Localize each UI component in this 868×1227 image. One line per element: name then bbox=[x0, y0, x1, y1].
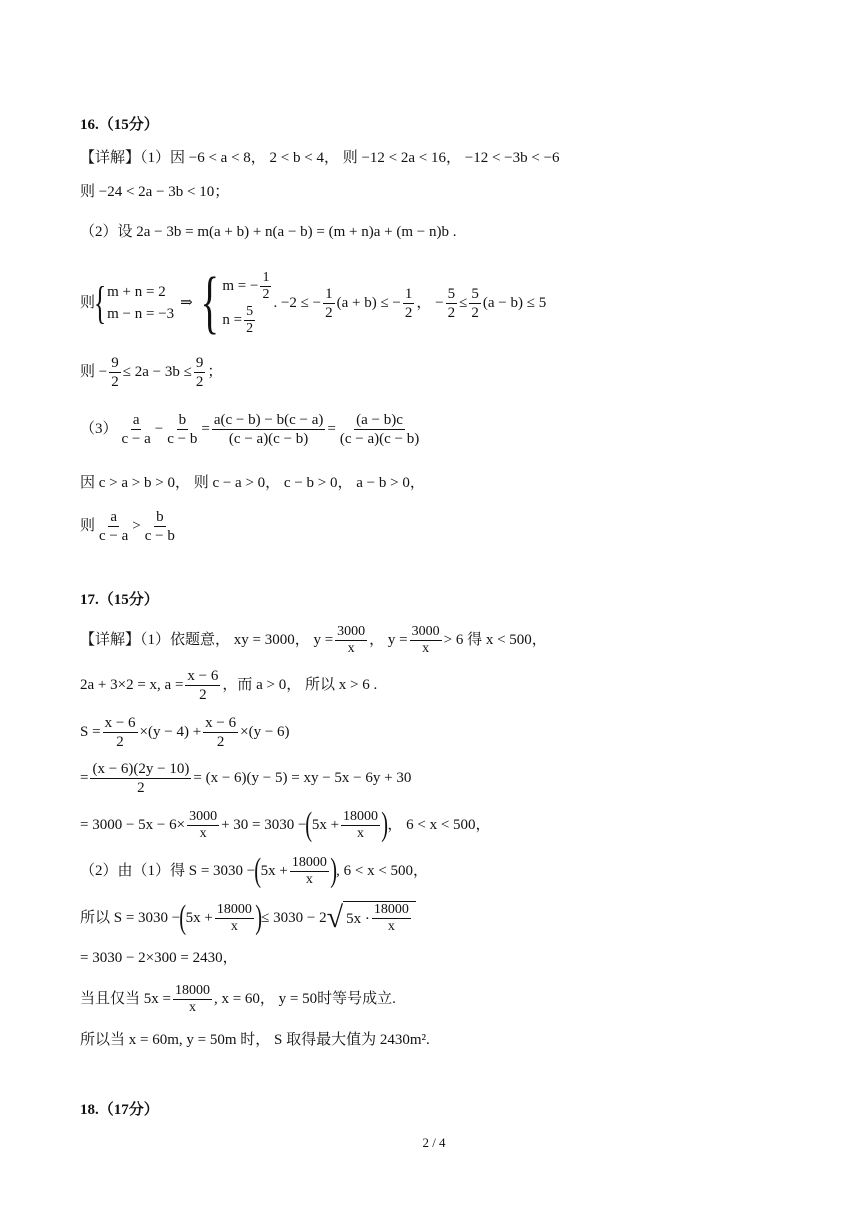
numerator: 9 bbox=[111, 354, 119, 371]
left-paren-icon: ( bbox=[179, 899, 187, 936]
text: (a + b) ≤ − bbox=[336, 295, 401, 311]
text: + 30 = 3030 − bbox=[221, 817, 307, 833]
numerator: 1 bbox=[404, 285, 413, 302]
numerator: (a − b)c bbox=[356, 411, 403, 428]
numerator: 18000 bbox=[174, 982, 210, 998]
text: 2a + 3×2 = x, a = bbox=[80, 677, 184, 693]
numerator: 5 bbox=[471, 285, 479, 302]
fraction bbox=[97, 508, 130, 545]
denominator: x bbox=[199, 825, 207, 841]
fraction bbox=[335, 624, 367, 657]
fraction bbox=[109, 354, 121, 391]
denominator: 2 bbox=[116, 733, 124, 750]
numerator: 18000 bbox=[343, 808, 379, 824]
denominator: 2 bbox=[471, 304, 479, 321]
q17-heading: 17.（15分） bbox=[80, 592, 159, 608]
text: 5x + bbox=[311, 817, 340, 833]
left-brace-icon: { bbox=[200, 264, 219, 341]
denominator: 2 bbox=[246, 321, 254, 337]
equation bbox=[222, 303, 273, 337]
denominator: (c − a)(c − b) bbox=[339, 430, 420, 447]
fraction bbox=[372, 902, 411, 935]
fraction bbox=[469, 285, 481, 322]
equation bbox=[222, 269, 273, 303]
text: 【详解】（1）依题意， xy = 3000， y = bbox=[80, 632, 334, 648]
q17-line7 bbox=[80, 897, 416, 939]
fraction bbox=[165, 411, 199, 448]
text: = bbox=[327, 421, 336, 437]
q17-line10: 所以当 x = 60m, y = 50m 时， S 取得最大值为 2430m². bbox=[80, 1032, 430, 1048]
text: n = bbox=[222, 312, 243, 328]
text: 当且仅当 5x = bbox=[80, 991, 171, 1007]
text: ， y = bbox=[369, 632, 408, 648]
q17-line6 bbox=[80, 850, 428, 892]
fraction bbox=[103, 714, 138, 751]
numerator: 3000 bbox=[337, 623, 366, 639]
equation: m − n = −3 bbox=[107, 306, 175, 322]
denominator: (c − a)(c − b) bbox=[228, 430, 309, 447]
left-brace-icon: { bbox=[93, 277, 107, 328]
text: − bbox=[154, 421, 164, 437]
q16-line5 bbox=[80, 352, 222, 392]
fraction bbox=[194, 354, 206, 391]
q17-line4 bbox=[80, 758, 411, 798]
denominator: x bbox=[188, 999, 196, 1015]
right-paren-icon: ) bbox=[255, 899, 262, 936]
text: 5x + bbox=[185, 910, 213, 926]
text: (a − b) ≤ 5 bbox=[482, 295, 547, 311]
text: , 6 < x < 500， bbox=[336, 863, 429, 879]
fraction bbox=[410, 624, 442, 657]
q16-line8 bbox=[80, 505, 179, 547]
system-2 bbox=[222, 269, 273, 337]
text: ≤ 2a − 3b ≤ bbox=[122, 364, 192, 380]
q16-line2: 则 −24 < 2a − 3b < 10； bbox=[80, 184, 230, 200]
denominator: x bbox=[357, 825, 365, 841]
square-root-icon: √ 5x · $\frac{18000}{x}$ bbox=[327, 901, 416, 935]
q16-line4 bbox=[80, 264, 547, 341]
fraction bbox=[90, 760, 191, 797]
text: 5x · bbox=[346, 910, 370, 927]
q16-line6 bbox=[80, 408, 423, 450]
text: = bbox=[80, 770, 89, 786]
q16-heading: 16.（15分） bbox=[80, 117, 159, 133]
fraction bbox=[120, 411, 153, 448]
q16-line7: 因 c > a > b > 0， 则 c − a > 0， c − b > 0， a − b > 0， bbox=[80, 475, 425, 491]
numerator: x − 6 bbox=[205, 714, 237, 731]
text: ，而 a > 0， 所以 x > 6 . bbox=[222, 677, 378, 693]
text: = bbox=[201, 421, 210, 437]
text: （3） bbox=[80, 421, 118, 437]
equation: m + n = 2 bbox=[107, 284, 166, 300]
fraction bbox=[143, 508, 177, 545]
fraction bbox=[341, 809, 380, 842]
denominator: 2 bbox=[111, 373, 119, 390]
fraction bbox=[212, 411, 326, 448]
fraction bbox=[244, 304, 255, 337]
q17-line8: = 3030 − 2×300 = 2430， bbox=[80, 950, 238, 966]
numerator: b bbox=[178, 411, 187, 428]
text: ×(y − 6) bbox=[240, 724, 290, 740]
left-paren-icon: ( bbox=[305, 806, 313, 843]
text: . −2 ≤ − bbox=[273, 295, 322, 311]
text: > bbox=[132, 518, 141, 534]
numerator: (x − 6)(2y − 10) bbox=[92, 760, 190, 777]
fraction bbox=[446, 285, 458, 322]
fraction bbox=[173, 983, 212, 1016]
left-paren-icon: ( bbox=[254, 852, 262, 889]
denominator: x bbox=[387, 919, 395, 934]
text: m = − bbox=[222, 277, 259, 294]
denominator: 2 bbox=[447, 304, 456, 321]
text: = (x − 6)(y − 5) = xy − 5x − 6y + 30 bbox=[193, 770, 412, 786]
fraction bbox=[290, 855, 329, 888]
right-paren-icon: ) bbox=[330, 852, 337, 889]
numerator: 5 bbox=[447, 285, 456, 302]
fraction bbox=[338, 411, 421, 448]
numerator: a bbox=[110, 508, 117, 525]
numerator: 18000 bbox=[291, 854, 327, 870]
text: ×(y − 4) + bbox=[139, 724, 202, 740]
fraction bbox=[323, 285, 335, 322]
q17-line1 bbox=[80, 620, 547, 660]
fraction bbox=[260, 270, 271, 303]
fraction bbox=[203, 714, 238, 751]
implies-icon: ⇒ bbox=[180, 295, 193, 311]
denominator: 2 bbox=[216, 733, 225, 750]
numerator: 3000 bbox=[411, 623, 440, 639]
denominator: 2 bbox=[325, 304, 333, 321]
q16-line3: （2）设 2a − 3b = m(a + b) + n(a − b) = (m + n)a + (m − n)b . bbox=[80, 224, 457, 240]
q17-line5 bbox=[80, 804, 491, 846]
text: > 6 得 x < 500， bbox=[443, 632, 547, 648]
denominator: c − b bbox=[144, 527, 175, 544]
fraction bbox=[403, 285, 415, 322]
numerator: 18000 bbox=[216, 901, 252, 917]
text: ， 6 < x < 500， bbox=[387, 817, 491, 833]
denominator: c − a bbox=[121, 430, 151, 447]
q17-line2 bbox=[80, 665, 377, 705]
denominator: c − a bbox=[99, 527, 129, 544]
denominator: x bbox=[422, 640, 430, 656]
numerator: a bbox=[132, 411, 140, 428]
denominator: x bbox=[347, 640, 355, 656]
fraction bbox=[187, 809, 219, 842]
denominator: c − b bbox=[167, 430, 198, 447]
denominator: 2 bbox=[262, 287, 270, 302]
numerator: 1 bbox=[262, 270, 270, 285]
system-1 bbox=[107, 281, 174, 325]
numerator: b bbox=[156, 508, 164, 525]
denominator: 2 bbox=[199, 686, 207, 703]
text: 5x + bbox=[260, 863, 288, 879]
fraction bbox=[185, 667, 220, 704]
denominator: 2 bbox=[404, 304, 413, 321]
q18-heading: 18.（17分） bbox=[80, 1102, 159, 1118]
text: ； bbox=[207, 364, 223, 380]
denominator: 2 bbox=[195, 373, 204, 390]
numerator: 5 bbox=[246, 304, 254, 320]
denominator: x bbox=[230, 918, 238, 934]
q17-line9 bbox=[80, 978, 396, 1020]
q16-line1: 【详解】（1）因 −6 < a < 8， 2 < b < 4， 则 −12 < 2a < 16， −12 < −3b < −6 bbox=[80, 150, 560, 166]
text: , x = 60， y = 50时等号成立. bbox=[213, 991, 396, 1007]
numerator: 3000 bbox=[189, 808, 218, 824]
text: ， − bbox=[416, 295, 444, 311]
q17-line3 bbox=[80, 712, 290, 752]
denominator: 2 bbox=[137, 779, 145, 796]
text: ≤ bbox=[459, 295, 468, 311]
numerator: 18000 bbox=[373, 902, 409, 917]
numerator: 9 bbox=[195, 354, 204, 371]
text: 则 bbox=[80, 518, 96, 534]
right-paren-icon: ) bbox=[381, 806, 389, 843]
numerator: 1 bbox=[325, 285, 333, 302]
fraction bbox=[215, 902, 254, 935]
text: 则 − bbox=[80, 364, 108, 380]
text: 所以 S = 3030 − bbox=[80, 910, 181, 926]
text: S = bbox=[80, 724, 101, 740]
text: （2）由（1）得 S = 3030 − bbox=[80, 863, 256, 879]
text: ≤ 3030 − 2 bbox=[261, 910, 327, 926]
denominator: x bbox=[305, 871, 313, 887]
text: 则 bbox=[80, 295, 96, 311]
page-number: 2 / 4 bbox=[422, 1135, 446, 1150]
numerator: x − 6 bbox=[104, 714, 136, 731]
text: = 3000 − 5x − 6× bbox=[80, 817, 186, 833]
numerator: a(c − b) − b(c − a) bbox=[213, 411, 324, 428]
numerator: x − 6 bbox=[187, 667, 219, 684]
